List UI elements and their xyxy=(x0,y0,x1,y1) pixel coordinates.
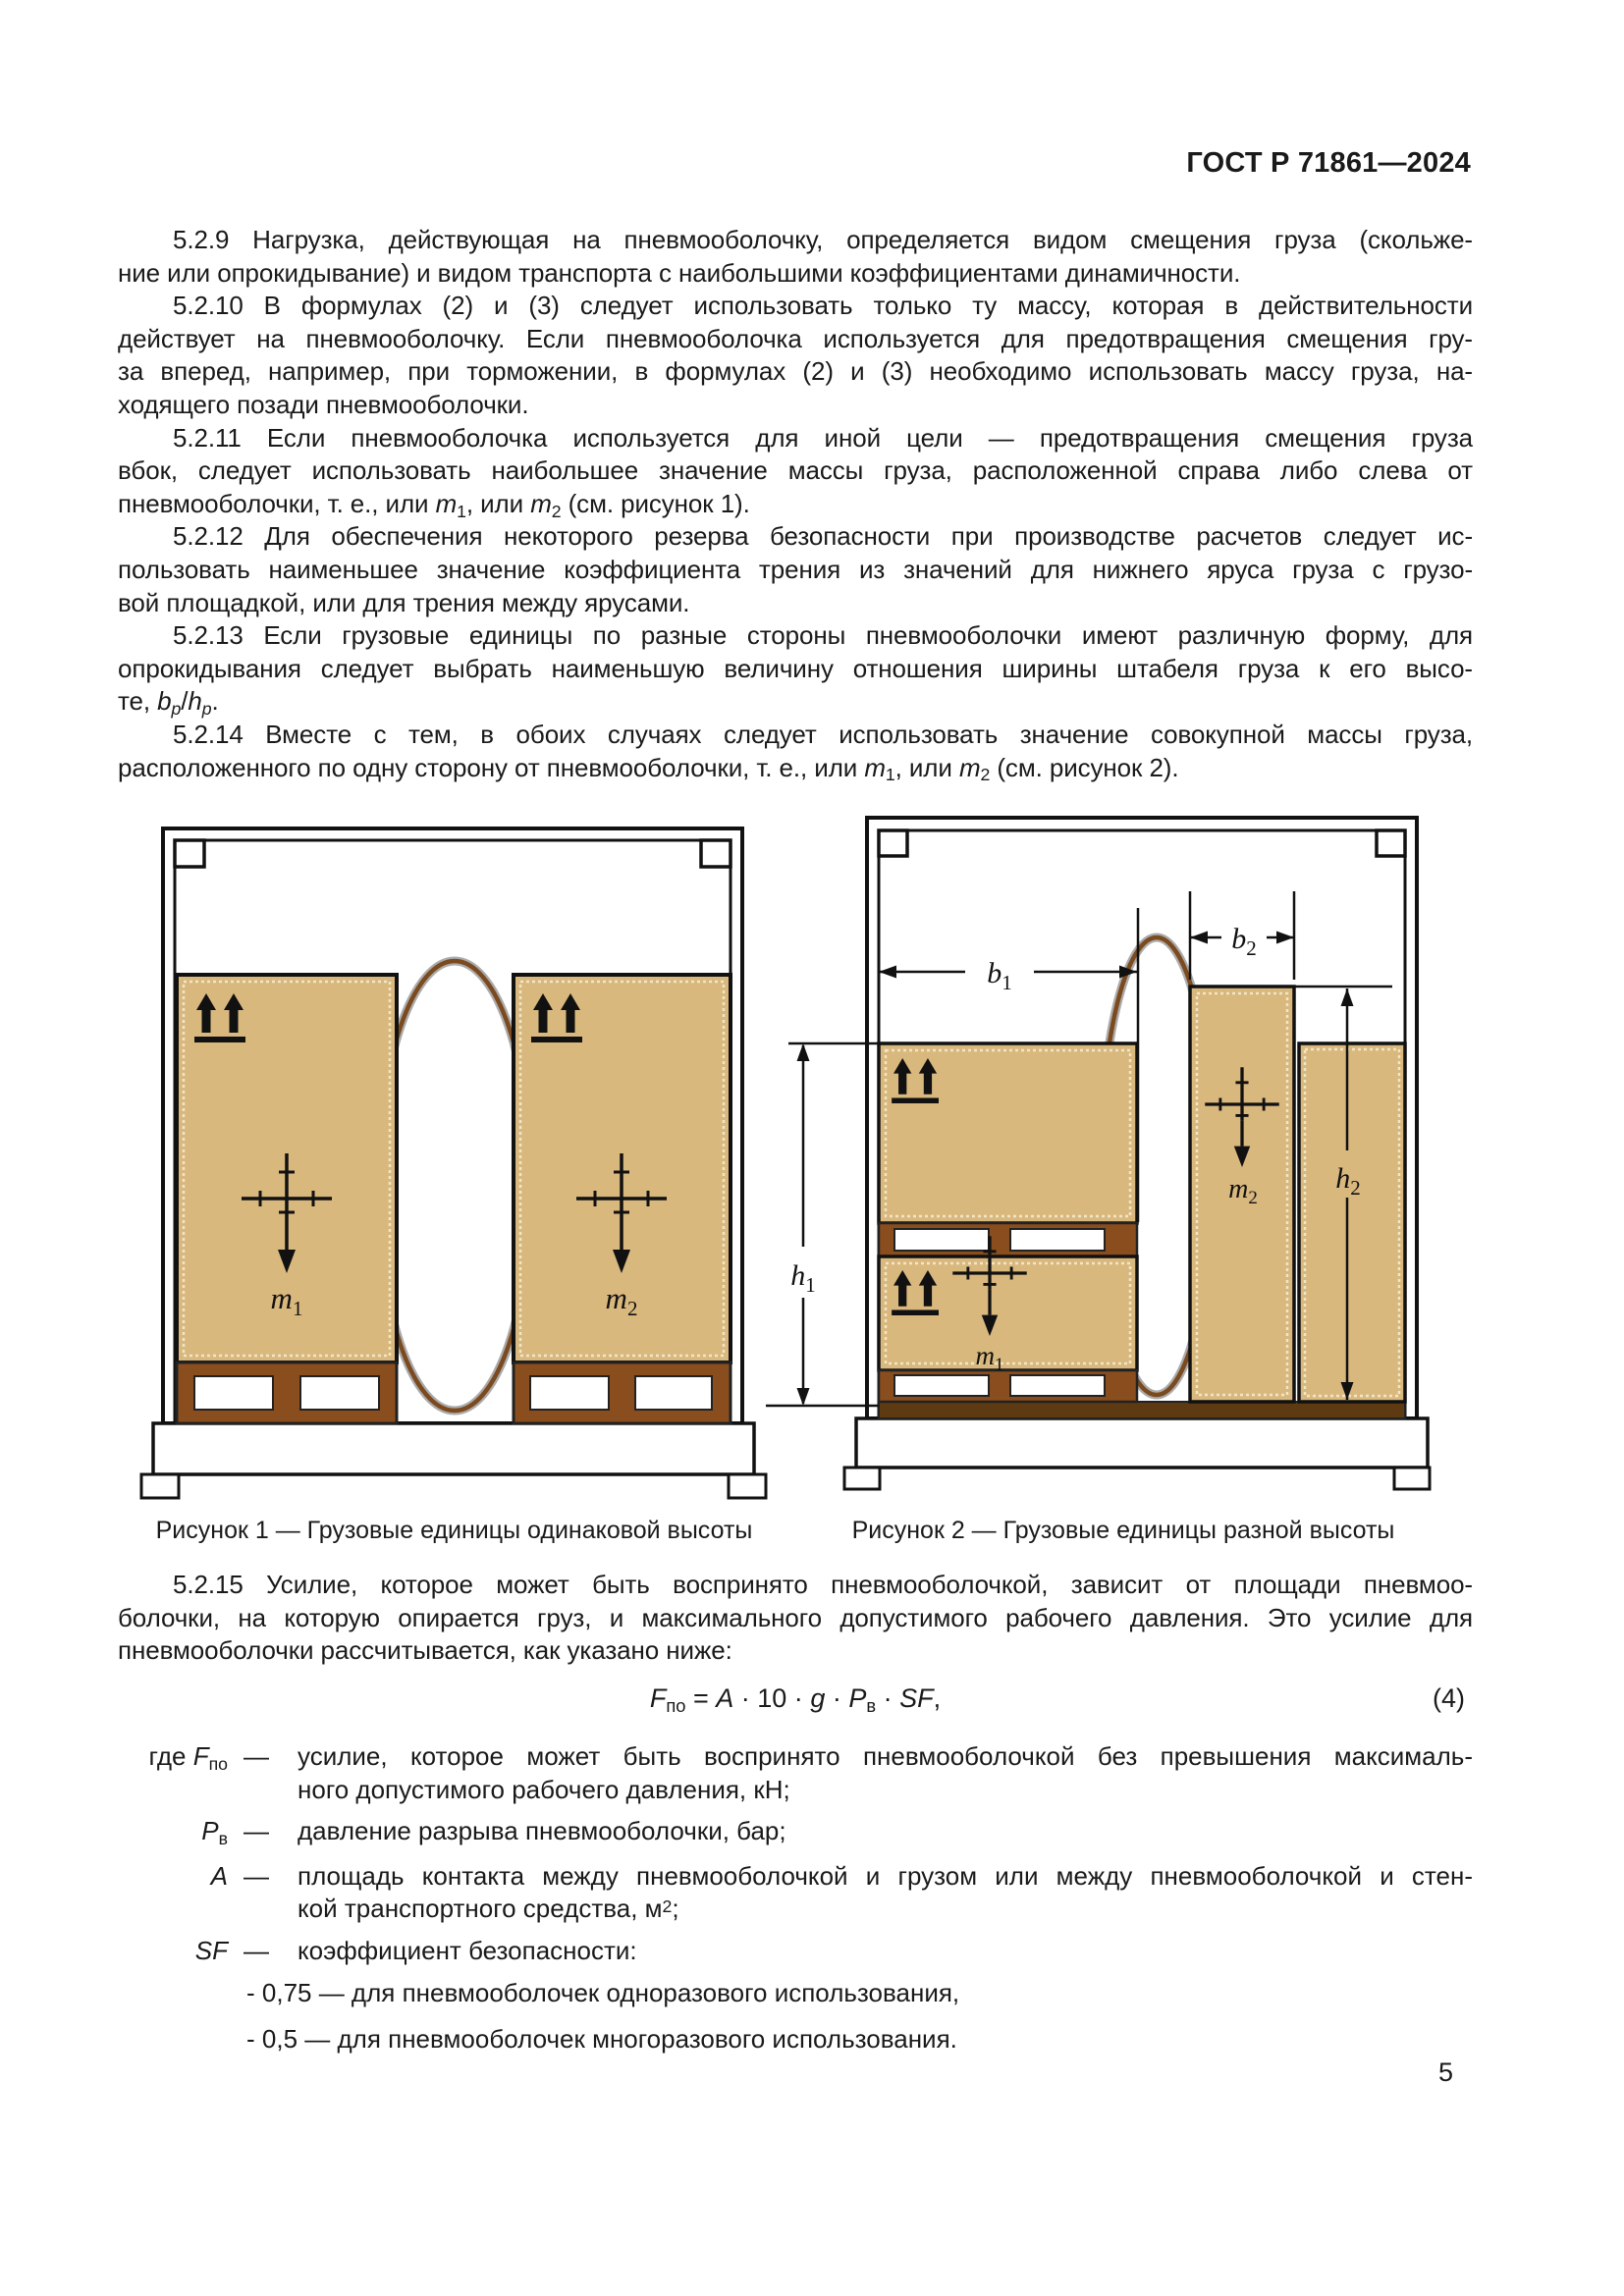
fig1-foot-right xyxy=(729,1474,766,1498)
fig2-floor-band xyxy=(856,1418,1428,1468)
fig1-corner-fitting-right xyxy=(701,840,731,867)
term-dash: — xyxy=(244,1860,269,1891)
term-dash: — xyxy=(244,1935,269,1965)
para-5-2-10: 5.2.10 В формулах (2) и (3) следует использовать только ту массу, которая в действительности действует на пневмооболочку. Если пневмооболочка используется для предотвращения смещения гру- за вперед, например, при торможении, в формулах (2) и (3) необходимо использовать массу груза, на- ходящего позади пневмооболочки. xyxy=(118,291,1473,419)
mass-label-m2: $m_2$ xyxy=(1228,1174,1258,1208)
figure-2-caption: Рисунок 2 — Грузовые единицы разной высоты xyxy=(851,1517,1395,1544)
term-row-A xyxy=(118,1860,1473,1926)
fig1-corner-fitting-left xyxy=(175,840,204,867)
dim-label-b1: $b_1$ xyxy=(987,957,1012,994)
term-definition: площадь контакта между пневмооболочкой и грузом или между пневмооболочкой и стен- кой транспортного средства, $м^2$; xyxy=(298,1860,1473,1924)
para-5-2-13: 5.2.13 Если грузовые единицы по разные стороны пневмооболочки имеют различную форму, для опрокидывания следует выбрать наименьшую величину отношения ширины штабеля груза к его высо- те, bp/hp. xyxy=(118,620,1473,720)
term-dash: — xyxy=(244,1816,269,1846)
fig1-pallet-left xyxy=(177,1362,397,1423)
fig2-middle-pallet xyxy=(879,1223,1137,1256)
dim-label-b2: $b_2$ xyxy=(1231,923,1257,960)
fig2-bottom-pallet xyxy=(879,1370,1137,1402)
para-5-2-11: 5.2.11 Если пневмооболочка используется для иной цели — предотвращения смещения груза вбок, следует использовать наибольшее значение массы груза, расположенной справа либо слева от пневмооболочки, т. е., или m1, или m2 (см. рисунок 1). xyxy=(118,422,1473,521)
document-code-header: ГОСТ Р 71861—2024 xyxy=(1186,147,1471,179)
fig1-airbag xyxy=(378,961,531,1411)
sf-value-single-use: - 0,75 — для пневмооболочек одноразового использования, xyxy=(246,1977,960,2007)
fig2-stack-top-box xyxy=(879,1043,1137,1223)
para-5-2-9: 5.2.9 Нагрузка, действующая на пневмооболочку, определяется видом смещения груза (скольже- ние или опрокидывание) и видом транспорта с наибольшими коэффициентами динамичности. xyxy=(118,225,1473,288)
fig2-foot-right xyxy=(1394,1468,1430,1489)
fig1-floor-band xyxy=(153,1423,754,1474)
dimension-b2 xyxy=(1190,891,1294,980)
formula-4 xyxy=(118,1681,1473,1719)
fig1-pallet-right xyxy=(514,1362,731,1423)
body-text-upper xyxy=(118,224,1473,784)
dim-label-h2: $h_2$ xyxy=(1335,1162,1361,1200)
dimension-h1 xyxy=(766,1043,879,1406)
figure-1-caption: Рисунок 1 — Грузовые единицы одинаковой высоты xyxy=(155,1517,753,1544)
fig2-foot-left xyxy=(844,1468,880,1489)
formula-number: (4) xyxy=(1433,1683,1465,1713)
fig2-corner-fitting-left xyxy=(879,830,907,856)
fig1-foot-left xyxy=(141,1474,179,1498)
term-row-SF xyxy=(118,1935,1473,1968)
fig2-floor-strip xyxy=(879,1402,1405,1418)
formula-terms-list xyxy=(118,1740,1473,2070)
dim-label-h1: $h_1$ xyxy=(790,1259,816,1297)
term-row-Fpo xyxy=(118,1740,1473,1806)
term-dash: — xyxy=(244,1741,269,1771)
fig2-corner-fitting-right xyxy=(1377,830,1405,856)
term-symbol: A xyxy=(210,1860,228,1891)
figure-2-container-diagram xyxy=(764,805,1451,1492)
term-definition: давление разрыва пневмооболочки, бар; xyxy=(298,1816,786,1846)
para-5-2-14: 5.2.14 Вместе с тем, в обоих случаях следует использовать значение совокупной массы груза, расположенного по одну сторону от пневмооболочки, т. е., или m1, или m2 (см. рисунок 2). xyxy=(118,719,1473,785)
mass-label-m1: $m_1$ xyxy=(270,1281,303,1320)
term-symbol: где Fпо xyxy=(148,1741,228,1774)
term-definition: коэффициент безопасности: xyxy=(298,1935,637,1965)
fig2-short-box xyxy=(1299,1043,1405,1402)
figure-1-container-diagram xyxy=(126,821,784,1508)
mass-label-m1: $m_1$ xyxy=(975,1341,1004,1375)
term-symbol: SF xyxy=(194,1935,228,1965)
term-definition: усилие, которое может быть воспринято пневмооболочкой без превышения максималь- ного допустимого рабочего давления, кН; xyxy=(298,1741,1473,1804)
para-5-2-15: 5.2.15 Усилие, которое может быть воспринято пневмооболочкой, зависит от площади пневмоо- болочки, на которую опирается груз, и максимального допустимого рабочего давления. Это усилие для пневмооболочки рассчитывается, как указано ниже: xyxy=(118,1570,1473,1666)
term-row-Pv xyxy=(118,1815,1473,1851)
term-symbol: Pв xyxy=(201,1816,228,1849)
page-number: 5 xyxy=(1437,2057,1453,2087)
sf-value-multi-use: - 0,5 — для пневмооболочек многоразового использования. xyxy=(246,2024,957,2055)
mass-label-m2: $m_2$ xyxy=(605,1281,638,1320)
formula-expression: Fпо = A · 10 · g · Pв · SF, xyxy=(649,1683,942,1717)
para-5-2-12: 5.2.12 Для обеспечения некоторого резерва безопасности при производстве расчетов следует ис- пользовать наименьшее значение коэффициента трения из значений для нижнего яруса груза с грузо- вой площадкой, или для трения между ярусами. xyxy=(118,521,1473,617)
